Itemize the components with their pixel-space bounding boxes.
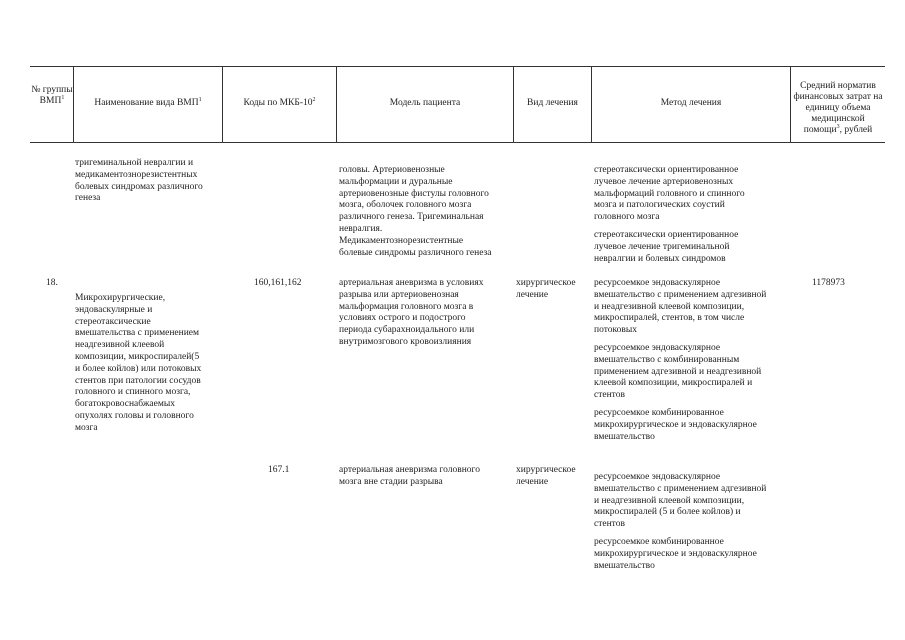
header-treatment-method <box>592 98 790 109</box>
footnote-mark: 1 <box>198 96 202 103</box>
header-top-rule <box>30 66 885 67</box>
group-vmp-name-text: Микрохирургические, эндоваскулярные и стереотаксические вмешательства с применением неадгезивной клеевой композиции, микроспиралей(5 и более койлов) или потоковых стентов при патологии сосудов головного и спинного мозга, богатокровоснабжаемых опухолях головы и головного мозга <box>75 293 202 433</box>
row-patient-model-text: артериальная аневризма головного мозга вне стадии разрыва <box>339 465 480 487</box>
continued-vmp-name <box>75 158 223 205</box>
header-cost-norm-unit: , рублей <box>839 125 873 135</box>
row-icd-codes <box>268 465 328 477</box>
row-methods <box>594 472 794 572</box>
row-icd-codes-text: 160,161,162 <box>254 278 302 288</box>
header-patient-model-text: Модель пациента <box>389 98 461 108</box>
row-treatment-type-text: хирургическое лечение <box>516 278 576 300</box>
group-price-text: 1178973 <box>812 278 845 288</box>
row-method-item: ресурсоемкое эндоваскулярное вмешательство с применением адгезивной и неадгезивной клеевой композиции, микроспиралей (5 и более койлов) и стентов <box>594 472 767 530</box>
header-vmp-name <box>74 98 222 109</box>
header-icd-codes-text: Коды по МКБ-10 <box>243 98 313 108</box>
row-treatment-type <box>516 465 594 489</box>
header-group-number <box>31 85 73 107</box>
row-treatment-type-text: хирургическое лечение <box>516 465 576 487</box>
row-treatment-type <box>516 278 594 302</box>
header-treatment-type <box>514 98 591 109</box>
continued-method-item: стереотаксически ориентированное лучевое лечение тригеминальной невралгии и болевых синдромов <box>594 229 739 264</box>
row-patient-model <box>339 278 517 349</box>
row-patient-model <box>339 465 517 489</box>
footnote-mark: 2 <box>312 96 316 103</box>
header-cost-norm <box>791 81 885 136</box>
row-icd-codes-text: 167.1 <box>268 465 290 475</box>
row-icd-codes <box>254 278 334 290</box>
row-methods <box>594 278 794 443</box>
row-method-item: ресурсоемкое эндоваскулярное вмешательство с комбинированным применением адгезивной и неадгезивной клеевой композиции, микроспиралей и стентов <box>594 342 762 401</box>
group-number-text: 18. <box>46 278 58 288</box>
row-method-item: ресурсоемкое комбинированное микрохирургическое и эндоваскулярное вмешательство <box>594 407 757 442</box>
footnote-mark: 3 <box>836 123 840 130</box>
row-patient-model-text: артериальная аневризма в условиях разрыва или артериовенозная мальформация головного мозга в условиях острого и подострого периода субарахноидального или внутримозгового кровоизлияния <box>339 278 484 347</box>
continued-patient-model <box>339 165 517 259</box>
continued-method-item: стереотаксически ориентированное лучевое лечение артериовенозных мальформаций головного и спинного мозга и патологических соустий головного мозга <box>594 165 745 223</box>
header-bottom-rule <box>30 142 885 143</box>
header-vmp-name-text: Наименование вида ВМП <box>94 98 199 108</box>
row-method-item: ресурсоемкое эндоваскулярное вмешательство с применением адгезивной и неадгезивной клеевой композиции, микроспиралей, стентов, в том числе потоковых <box>594 278 767 336</box>
header-treatment-method-text: Метод лечения <box>660 98 722 108</box>
header-group-number-text: № группы ВМП <box>31 85 73 106</box>
continued-methods <box>594 165 794 265</box>
continued-patient-model-text: головы. Артериовенозные мальформации и дуральные артериовенозные фистулы головного мозга, оболочек головного мозга различного генеза. Тригеминальная невралгия. Медикаментознорезистентные болевые синдромы различного генеза <box>339 165 492 258</box>
header-treatment-type-text: Вид лечения <box>527 98 578 108</box>
row-method-item: ресурсоемкое комбинированное микрохирургическое и эндоваскулярное вмешательство <box>594 536 757 571</box>
group-price <box>812 278 862 290</box>
group-number <box>46 278 72 290</box>
header-icd-codes <box>223 98 336 109</box>
footnote-mark: 1 <box>61 94 65 101</box>
continued-vmp-name-text: тригеминальной невралгии и медикаментознорезистентных болевых синдромах различного генеза <box>75 158 203 204</box>
header-patient-model <box>337 98 513 109</box>
group-vmp-name <box>75 293 223 435</box>
header-cost-norm-text: Средний норматив финансовых затрат на единицу объема медицинской помощи <box>793 81 883 135</box>
